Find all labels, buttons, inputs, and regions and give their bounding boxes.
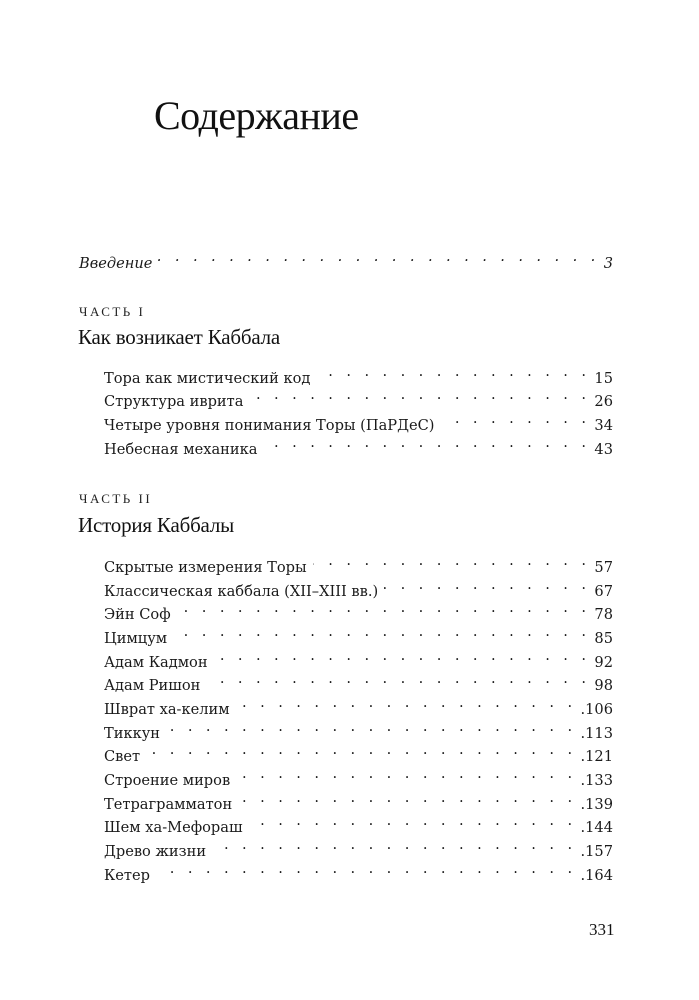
toc-entry[interactable] — [104, 739, 613, 765]
toc-entry-label: Древо жизни — [104, 843, 207, 860]
toc-entry[interactable] — [104, 668, 613, 694]
toc-entry-label: Четыре уровня понимания Торы (ПаРДеС) — [104, 417, 435, 434]
dot-leader — [263, 432, 590, 454]
toc-entry-page: 34 — [594, 417, 613, 434]
toc-entry-label: Тетраграмматон — [104, 796, 233, 813]
toc-entry-label: Адам Кадмон — [104, 654, 208, 671]
toc-entry[interactable] — [104, 384, 613, 410]
dot-leader — [238, 787, 576, 809]
dot-leader — [440, 408, 590, 430]
dot-leader — [156, 858, 577, 880]
toc-entry-page: 57 — [594, 559, 613, 576]
dot-leader — [177, 597, 591, 619]
toc-entry-label: Кетер — [104, 867, 150, 884]
toc-entry-label: Тиккун — [104, 725, 161, 742]
dot-leader — [146, 739, 576, 761]
toc-entry[interactable] — [104, 787, 613, 813]
dot-leader — [249, 810, 577, 832]
toc-entry-page: .139 — [580, 796, 613, 813]
dot-leader — [236, 763, 576, 785]
toc-entry-page: 26 — [594, 393, 613, 410]
toc-entry-page: .133 — [580, 772, 613, 789]
toc-entry[interactable] — [104, 597, 613, 623]
dot-leader — [173, 621, 590, 643]
toc-entry-label: Эйн Соф — [104, 606, 171, 623]
toc-entry[interactable] — [104, 834, 613, 860]
toc-entry-label: Введение — [79, 255, 153, 272]
toc-entry-label: Структура иврита — [104, 393, 244, 410]
dot-leader — [206, 668, 590, 690]
toc-entry-page: .106 — [580, 701, 613, 718]
toc-entry-page: .113 — [580, 725, 613, 742]
toc-entry-page: 78 — [594, 606, 613, 623]
toc-entry-page: 3 — [603, 255, 613, 272]
toc-entry-label: Цимцум — [104, 630, 168, 647]
page-number: 331 — [589, 920, 615, 939]
toc-entry[interactable] — [104, 408, 613, 434]
toc-entry-label: Шем ха-Мефораш — [104, 819, 243, 836]
part-label: ЧАСТЬ I — [79, 304, 146, 319]
dot-leader — [158, 246, 599, 268]
toc-entry[interactable] — [104, 810, 613, 836]
toc-entry-page: 85 — [594, 630, 613, 647]
part-title: Как возникает Каббала — [78, 325, 281, 349]
toc-entry[interactable] — [104, 432, 613, 458]
toc-entry-page: .144 — [580, 819, 613, 836]
toc-entry-label: Свет — [104, 748, 141, 765]
part-title: История Каббалы — [78, 513, 235, 537]
toc-entry-page: .121 — [580, 748, 613, 765]
toc-entry[interactable] — [104, 858, 613, 884]
toc-entry-label: Небесная механика — [104, 441, 258, 458]
toc-entry-intro[interactable] — [79, 246, 613, 272]
dot-leader — [384, 574, 590, 596]
toc-entry[interactable] — [104, 550, 613, 576]
dot-leader — [249, 384, 590, 406]
toc-entry-page: .164 — [580, 867, 613, 884]
toc-entry-page: 98 — [594, 677, 613, 694]
toc-entry[interactable] — [104, 645, 613, 671]
toc-entry[interactable] — [104, 692, 613, 718]
dot-leader — [166, 716, 576, 738]
part-label: ЧАСТЬ II — [79, 491, 153, 506]
toc-entry[interactable] — [104, 716, 613, 742]
toc-entry-page: 67 — [594, 583, 613, 600]
dot-leader — [313, 550, 591, 572]
toc-entry-label: Классическая каббала (XII–XIII вв.) — [104, 583, 379, 600]
page-title: Содержание — [154, 93, 359, 138]
toc-entry[interactable] — [104, 763, 613, 789]
dot-leader — [236, 692, 577, 714]
dot-leader — [212, 834, 576, 856]
toc-entry-page: 43 — [594, 441, 613, 458]
toc-entry-page: .157 — [580, 843, 613, 860]
toc-entry-label: Строение миров — [104, 772, 231, 789]
toc-entry-page: 92 — [594, 654, 613, 671]
toc-entry[interactable] — [104, 574, 613, 600]
toc-entry[interactable] — [104, 621, 613, 647]
dot-leader — [316, 361, 590, 383]
toc-entry-label: Адам Ришон — [104, 677, 201, 694]
dot-leader — [214, 645, 591, 667]
toc-entry-label: Тора как мистический код — [104, 370, 311, 387]
toc-entry-label: Скрытые измерения Торы — [104, 559, 307, 576]
toc-entry-page: 15 — [594, 370, 613, 387]
toc-entry[interactable] — [104, 361, 613, 387]
toc-entry-label: Шврат ха-келим — [104, 701, 230, 718]
